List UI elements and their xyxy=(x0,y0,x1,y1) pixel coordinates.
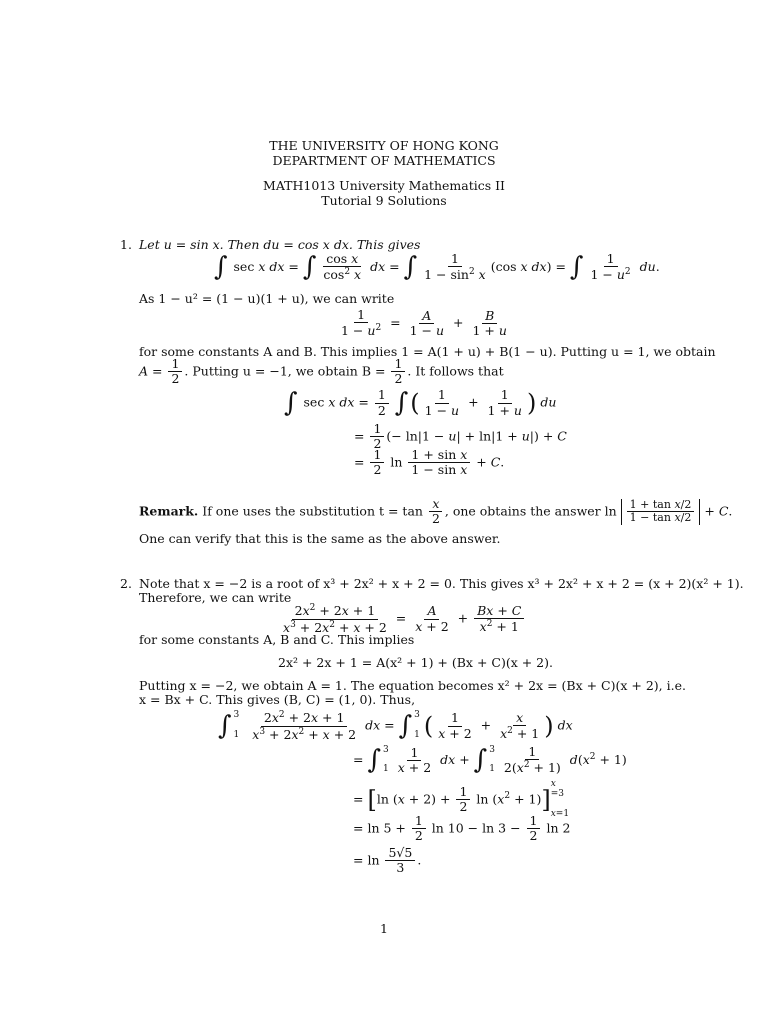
q2-intro: Note that x = −2 is a root of x³ + 2x² + x + 2 = 0. This gives x³ + 2x² + x + 2 = (x + 2)(x² + 1). xyxy=(139,576,744,591)
q2-number: 2. xyxy=(120,576,132,591)
q2-eq-integral-2: = ∫ 3 1 $\frac{1}{x + 2}$ dx + ∫ 3 1 $\frac{1}{2(x^2 + 1)}$ $d(x^2 + 1)$ xyxy=(353,744,627,776)
remark-text: If one uses the substitution t = tan xyxy=(202,503,423,519)
q2-eq-integral-3: = [ln (x + 2) + $\frac{1}{2}$ $\ln (x^2 + 1)$] x =3 x=1 xyxy=(353,779,570,819)
q1-constants-line: for some constants A and B. This implies 1 = A(1 + u) + B(1 − u). Putting u = 1, we obtain xyxy=(139,344,716,359)
q1-follows-text: . It follows that xyxy=(407,363,504,379)
q1-as-line: As 1 − u² = (1 − u)(1 + u), we can write xyxy=(139,291,395,306)
q1-putting-text: . Putting u = −1, we obtain B = xyxy=(184,363,386,379)
q2-eq-integral-1: ∫ 3 1 $\frac{2x^2 + 2x + 1}{x^3 + 2x^2 + x + 2}$ dx = ∫ 3 1 ( $\frac{1}{x + 2}$ + $\frac{x}{x^2 + 1}$ ) dx xyxy=(218,709,573,742)
q1-number: 1. xyxy=(120,237,132,252)
q1-intro: Let u = sin x. Then du = cos x dx. This gives xyxy=(139,237,421,252)
tutorial-title: Tutorial 9 Solutions xyxy=(321,193,447,208)
q2-eq-integral-5: = ln $\frac{5√5}{3}$ . xyxy=(353,845,422,876)
q1-verify: One can verify that this is the same as the above answer. xyxy=(139,531,501,546)
remark-text-2: , one obtains the answer ln xyxy=(444,503,617,519)
q2-eq-partial: $\frac{2x^2 + 2x + 1}{x^3 + 2x^2 + x + 2}$ = $\frac{A}{x + 2}$ + $\frac{Bx + C}{x^2 + 1}$ xyxy=(278,603,526,635)
q2-therefore: Therefore, we can write xyxy=(139,590,292,605)
q1-A-B-values: A = $\frac{1}{2}$ . Putting u = −1, we obtain B = $\frac{1}{2}$ . It follows that xyxy=(139,356,504,387)
q1-remark: Remark. If one uses the substitution t = tan $\frac{x}{2}$ , one obtains the answer ln $\frac{\text{1 + tan x/2}}{\text{1 − tan x/2}}$ + C. xyxy=(139,496,733,527)
q1-eq-partial: $\frac{1}{1 - u^2}$ = $\frac{A}{1 - u}$ + $\frac{B}{1 + u}$ xyxy=(341,307,507,339)
q1-eq-result-2: = $\frac{1}{2}$ (− ln|1 − u| + ln|1 + u|) + C xyxy=(354,421,567,452)
q1-eq-result-1: ∫ sec x dx = $\frac{1}{2}$ ∫( $\frac{1}{1 - u}$ + $\frac{1}{1 + u}$ ) du xyxy=(284,387,557,418)
page-number: 1 xyxy=(380,921,388,936)
q2-eq-integral-4: = ln 5 + $\frac{1}{2}$ ln 10 − ln 3 − $\frac{1}{2}$ ln 2 xyxy=(353,813,571,844)
q2-constants: for some constants A, B and C. This implies xyxy=(139,632,415,647)
q2-gives: x = Bx + C. This gives (B, C) = (1, 0). Thus, xyxy=(139,692,416,707)
q2-identity: 2x² + 2x + 1 = A(x² + 1) + (Bx + C)(x + 2). xyxy=(278,655,553,670)
department-title: DEPARTMENT OF MATHEMATICS xyxy=(272,153,496,168)
q1-eq-result-3: = $\frac{1}{2}$ ln $\frac{\text{1 + sin x}}{\text{1 − sin x}}$ + C. xyxy=(354,447,505,478)
q1-eq-sec-integral: ∫ sec x dx = ∫ $\frac{\text{cos x}}{\cos^2 x}$ dx = ∫ $\frac{1}{1 - \sin^2 x}$ (cos x dx) = ∫ $\frac{1}{1 - u^2}$ du. xyxy=(214,251,660,283)
university-title: THE UNIVERSITY OF HONG KONG xyxy=(269,138,499,153)
course-title: MATH1013 University Mathematics II xyxy=(263,178,505,193)
remark-label: Remark. xyxy=(139,503,199,519)
q2-putting: Putting x = −2, we obtain A = 1. The equation becomes x² + 2x = (Bx + C)(x + 2), i.e. xyxy=(139,678,686,693)
